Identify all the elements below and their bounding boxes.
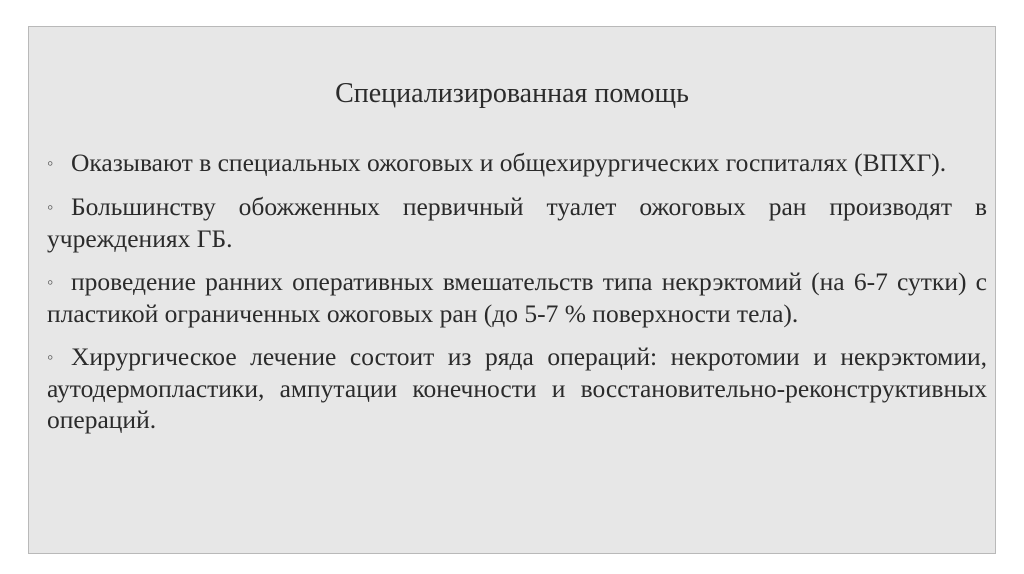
bullet-item xyxy=(47,266,987,329)
bullet-list xyxy=(47,147,987,447)
bullet-circle-icon: ◦ xyxy=(47,153,54,173)
bullet-circle-icon: ◦ xyxy=(47,197,54,217)
bullet-item xyxy=(47,147,987,179)
bullet-circle-icon: ◦ xyxy=(47,347,54,367)
bullet-item xyxy=(47,341,987,435)
slide xyxy=(28,26,996,554)
slide-title: Специализированная помощь xyxy=(335,78,689,109)
bullet-item xyxy=(47,191,987,254)
bullet-text: проведение ранних оперативных вмешательств типа некрэктомий (на 6-7 сутки) с пластикой ограниченных ожоговых ран (до 5-7 % поверхности тела). xyxy=(47,267,987,328)
bullet-text: Оказывают в специальных ожоговых и общехирургических госпиталях (ВПХГ). xyxy=(71,148,947,177)
bullet-circle-icon: ◦ xyxy=(47,272,54,292)
bullet-text: Большинству обожженных первичный туалет ожоговых ран производят в учреждениях ГБ. xyxy=(47,192,987,253)
bullet-text: Хирургическое лечение состоит из ряда операций: некротомии и некрэктомии, аутодермопластики, ампутации конечности и восстановительно-реконструктивных операций. xyxy=(47,342,987,434)
